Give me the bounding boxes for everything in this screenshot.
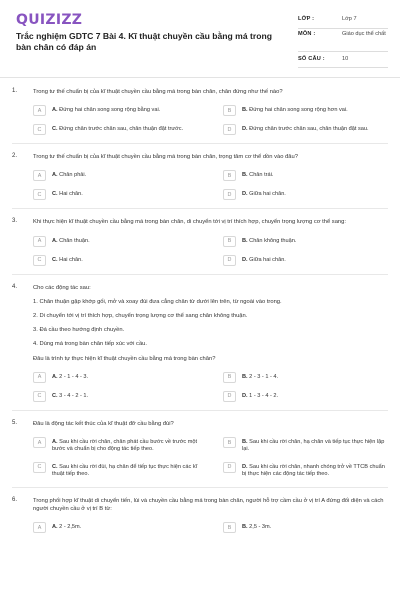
question-divider bbox=[12, 410, 388, 411]
quiz-title: Trắc nghiệm GDTC 7 Bài 4. Kĩ thuật chuyền cầu bằng má trong bàn chân có đáp án bbox=[16, 31, 272, 52]
class-label: LỚP : bbox=[298, 16, 315, 22]
option-d[interactable]: D D. Đứng chân trước chân sau, chân thuận đặt sau. bbox=[223, 124, 389, 135]
option-letter: B bbox=[223, 437, 236, 448]
option-d[interactable]: D D. Giữa hai chân. bbox=[223, 255, 389, 266]
option-b[interactable]: B B. Chân trái. bbox=[223, 170, 389, 181]
option-a[interactable]: A A. 2 - 2,5m. bbox=[33, 522, 199, 533]
option-letter: B bbox=[223, 372, 236, 383]
option-letter: A bbox=[33, 437, 46, 448]
options bbox=[33, 170, 389, 200]
subject-value: Giáo dục thể chất bbox=[342, 31, 386, 37]
question-divider bbox=[12, 208, 388, 209]
question-6 bbox=[0, 497, 400, 533]
step-3: 3. Đá cầu theo hướng định chuyền. bbox=[33, 327, 125, 334]
option-b[interactable]: B B. Chân không thuận. bbox=[223, 236, 389, 247]
question-number: 5. bbox=[12, 419, 18, 426]
option-c[interactable]: C C. Đứng chân trước chân sau, chân thuận đặt trước. bbox=[33, 124, 199, 135]
options bbox=[33, 522, 389, 533]
question-list bbox=[0, 88, 400, 533]
step-2: 2. Di chuyển tới vị trí thích hợp, chuyển trọng lượng cơ thể sang chân không thuận. bbox=[33, 313, 248, 320]
question-5 bbox=[0, 420, 400, 488]
question-number: 3. bbox=[12, 218, 18, 225]
question-text: Trong tư thế chuẩn bị của kĩ thuật chuyền cầu bằng má trong bàn chân, chân đứng như thế nào? bbox=[33, 89, 283, 95]
option-letter: A bbox=[33, 236, 46, 247]
meta-divider bbox=[298, 51, 388, 52]
question-text: Khi thực hiện kĩ thuật chuyền cầu bằng má trong bàn chân, di chuyển tới vị trí thích hợp, chuyển trọng lượng cơ thể sang: bbox=[33, 219, 346, 226]
question-divider bbox=[12, 143, 388, 144]
option-b[interactable]: B B. Đứng hai chân song song rộng hơn vai. bbox=[223, 105, 389, 116]
option-c[interactable]: C C. Hai chân. bbox=[33, 255, 199, 266]
option-a[interactable]: A A. Sau khi cầu rời chân, chân phát cầu bước về trước một bước và chuẩn bị cho động tác tiếp theo. bbox=[33, 437, 199, 454]
options bbox=[33, 372, 389, 402]
question-number: 6. bbox=[12, 496, 18, 503]
option-letter: A bbox=[33, 522, 46, 533]
step-1: 1. Chân thuận gập khớp gối, mở và xoay đùi đưa cẳng chân từ dưới lên trên, từ ngoài vào trong. bbox=[33, 298, 282, 305]
options bbox=[33, 236, 389, 266]
option-letter: D bbox=[223, 255, 236, 266]
question-text: Đâu là động tác kết thúc của kĩ thuật đỡ cầu bằng đùi? bbox=[33, 420, 174, 427]
option-letter: B bbox=[223, 170, 236, 181]
option-d[interactable]: D D. Giữa hai chân. bbox=[223, 189, 389, 200]
class-value: Lớp 7 bbox=[342, 16, 357, 22]
question-4 bbox=[0, 284, 400, 411]
count-value: 10 bbox=[342, 56, 349, 62]
question-text: Cho các động tác sau: bbox=[33, 284, 91, 291]
option-letter: A bbox=[33, 372, 46, 383]
option-letter: D bbox=[223, 189, 236, 200]
option-letter: C bbox=[33, 462, 46, 473]
option-b[interactable]: B B. Sau khi cầu rời chân, hạ chân và tiếp tục thực hiện lặp lại. bbox=[223, 437, 389, 454]
question-1 bbox=[0, 88, 400, 144]
options bbox=[33, 437, 389, 479]
question-number: 2. bbox=[12, 153, 18, 160]
option-letter: D bbox=[223, 391, 236, 402]
options bbox=[33, 105, 389, 135]
question-divider bbox=[12, 274, 388, 275]
question-3 bbox=[0, 218, 400, 274]
question-text: Trong phối hợp kĩ thuật di chuyển tiến, lùi và chuyền cầu bằng má trong bàn chân, người hỗ trợ cầm cầu ở vị trí A đứng đối diện và cách người chuyền cầu ở vị trí B từ: bbox=[33, 497, 384, 512]
option-letter: B bbox=[223, 105, 236, 116]
question-prompt: Đâu là trình tự thực hiện kĩ thuật chuyền cầu bằng má trong bàn chân? bbox=[33, 355, 216, 362]
option-b[interactable]: B B. 2 - 3 - 1 - 4. bbox=[223, 372, 389, 383]
option-d[interactable]: D D. Sau khi cầu rời chân, nhanh chóng trở về TTCB chuẩn bị thực hiện các động tác tiếp theo. bbox=[223, 462, 389, 479]
option-c[interactable]: C C. 3 - 4 - 2 - 1. bbox=[33, 391, 199, 402]
option-a[interactable]: A A. Chân thuận. bbox=[33, 236, 199, 247]
meta-divider bbox=[298, 67, 388, 68]
quizizz-logo[interactable]: QUIZIZZ bbox=[16, 12, 83, 28]
option-a[interactable]: A A. 2 - 1 - 4 - 3. bbox=[33, 372, 199, 383]
option-letter: C bbox=[33, 391, 46, 402]
option-c[interactable]: C C. Hai chân. bbox=[33, 189, 199, 200]
option-letter: D bbox=[223, 462, 236, 473]
subject-label: MÔN : bbox=[298, 31, 316, 37]
option-d[interactable]: D D. 1 - 3 - 4 - 2. bbox=[223, 391, 389, 402]
question-number: 4. bbox=[12, 283, 18, 290]
option-letter: C bbox=[33, 124, 46, 135]
option-b[interactable]: B B. 2,5 - 3m. bbox=[223, 522, 389, 533]
question-2 bbox=[0, 153, 400, 209]
option-a[interactable]: A A. Đứng hai chân song song rộng bằng vai. bbox=[33, 105, 199, 116]
count-label: SỐ CÂU : bbox=[298, 56, 325, 62]
step-4: 4. Dùng má trong bàn chân tiếp xúc với cầu. bbox=[33, 341, 148, 348]
option-letter: B bbox=[223, 236, 236, 247]
option-letter: A bbox=[33, 170, 46, 181]
option-letter: A bbox=[33, 105, 46, 116]
meta-divider bbox=[298, 28, 388, 29]
option-letter: B bbox=[223, 522, 236, 533]
option-letter: D bbox=[223, 124, 236, 135]
option-letter: C bbox=[33, 189, 46, 200]
option-c[interactable]: C C. Sau khi cầu rời đùi, hạ chân để tiếp tục thực hiện các kĩ thuật tiếp theo. bbox=[33, 462, 199, 479]
question-text: Trong tư thế chuẩn bị của kĩ thuật chuyền cầu bằng má trong bàn chân, trọng tâm cơ thể dồn vào đâu? bbox=[33, 154, 298, 161]
question-number: 1. bbox=[12, 88, 18, 94]
header bbox=[0, 0, 400, 78]
option-letter: C bbox=[33, 255, 46, 266]
question-divider bbox=[12, 487, 388, 488]
option-a[interactable]: A A. Chân phải. bbox=[33, 170, 199, 181]
